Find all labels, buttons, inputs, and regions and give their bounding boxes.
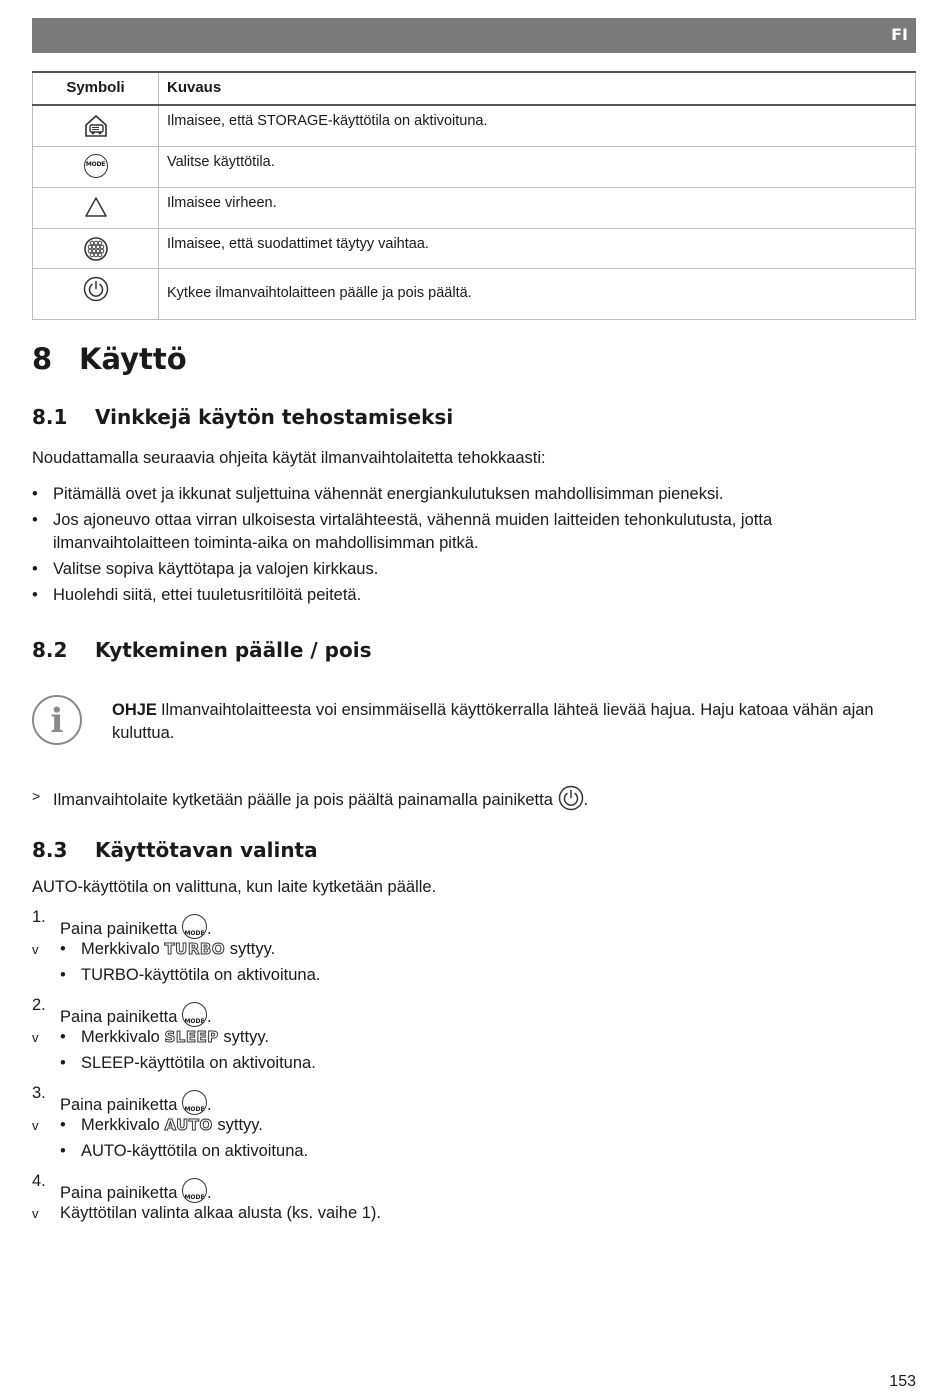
table-row xyxy=(33,105,916,146)
list-item: • Huolehdi siitä, ettei tuuletusritilöitä peitetä. xyxy=(32,584,912,607)
sleep-indicator: SLEEP xyxy=(164,1028,219,1046)
table-header-row xyxy=(33,72,916,105)
intro-paragraph: Noudattamalla seuraavia ohjeita käytät ilmanvaihtolaitetta tehokkaasti: xyxy=(32,449,546,467)
action-arrow-icon: > xyxy=(32,788,41,804)
step-result: v • Merkkivalo SLEEP syttyy. xyxy=(32,1026,269,1049)
step-2: 2.Paina painiketta MODE . xyxy=(32,996,212,1026)
section-heading: 8 Käyttö xyxy=(32,342,187,376)
result-marker: v xyxy=(32,1030,39,1045)
step-result: v • Merkkivalo AUTO syttyy. xyxy=(32,1114,263,1137)
info-icon: i xyxy=(32,695,82,745)
column-header-symbol: Symboli xyxy=(33,72,159,105)
result-marker: v xyxy=(32,1206,39,1221)
header-bar xyxy=(32,18,916,53)
step-result: • SLEEP-käyttötila on aktivoituna. xyxy=(60,1054,316,1072)
mode-icon: MODE xyxy=(182,1090,207,1115)
note-label: OHJE xyxy=(112,701,157,719)
table-row xyxy=(33,146,916,187)
column-header-description: Kuvaus xyxy=(159,72,916,105)
filter-icon xyxy=(83,236,109,262)
symbol-table xyxy=(32,71,916,320)
turbo-indicator: TURBO xyxy=(164,940,226,958)
step-result: • AUTO-käyttötila on aktivoituna. xyxy=(60,1142,309,1160)
mode-icon: MODE xyxy=(84,154,108,178)
list-item: • Valitse sopiva käyttötapa ja valojen kirkkaus. xyxy=(32,558,912,581)
row-description: Ilmaisee virheen. xyxy=(159,187,916,228)
subsection-heading-8-1: 8.1 Vinkkejä käytön tehostamiseksi xyxy=(32,405,454,429)
step-3: 3.Paina painiketta MODE . xyxy=(32,1084,212,1114)
table-row xyxy=(33,268,916,319)
row-description: Ilmaisee, että STORAGE-käyttötila on aktivoituna. xyxy=(159,105,916,146)
list-item: • Jos ajoneuvo ottaa virran ulkoisesta virtalähteestä, vähennä muiden laitteiden tehonkulutusta, jotta ilmanvaihtolaitteen toiminta-aika on mahdollisimman pitkä. xyxy=(32,509,912,555)
row-description: Valitse käyttötila. xyxy=(159,146,916,187)
subsection-heading-8-3: 8.3 Käyttötavan valinta xyxy=(32,838,318,862)
action-instruction: > Ilmanvaihtolaite kytketään päälle ja pois päältä painamalla painiketta . xyxy=(32,785,588,812)
mode-icon: MODE xyxy=(182,914,207,939)
mode-icon: MODE xyxy=(182,1178,207,1203)
table-row xyxy=(33,187,916,228)
subsection-heading-8-2: 8.2 Kytkeminen päälle / pois xyxy=(32,638,372,662)
storage-icon xyxy=(83,113,109,139)
list-item: • Pitämällä ovet ja ikkunat suljettuina vähennät energiankulutuksen mahdollisimman pieneksi. xyxy=(32,483,912,506)
tips-list xyxy=(32,483,912,610)
power-icon xyxy=(83,276,109,302)
row-description: Ilmaisee, että suodattimet täytyy vaihtaa. xyxy=(159,228,916,268)
table-row xyxy=(33,228,916,268)
step-result: v • Merkkivalo TURBO syttyy. xyxy=(32,938,275,961)
step-4: 4.Paina painiketta MODE . xyxy=(32,1172,212,1202)
language-code: FI xyxy=(891,25,908,44)
result-marker: v xyxy=(32,942,39,957)
page-number: 153 xyxy=(889,1373,916,1390)
row-description: Kytkee ilmanvaihtolaitteen päälle ja pois päältä. xyxy=(159,268,916,319)
step-result: v Käyttötilan valinta alkaa alusta (ks. vaihe 1). xyxy=(32,1202,381,1225)
result-marker: v xyxy=(32,1118,39,1133)
warning-triangle-icon xyxy=(84,195,108,219)
step-result: • TURBO-käyttötila on aktivoituna. xyxy=(60,966,321,984)
mode-icon: MODE xyxy=(182,1002,207,1027)
intro-paragraph: AUTO-käyttötila on valittuna, kun laite kytketään päälle. xyxy=(32,878,437,896)
auto-indicator: AUTO xyxy=(164,1116,213,1134)
step-1: 1.Paina painiketta MODE . xyxy=(32,908,212,938)
power-icon xyxy=(558,785,584,811)
note-text: OHJE Ilmanvaihtolaitteesta voi ensimmäisellä käyttökerralla lähteä lievää hajua. Haju katoaa vähän ajan kuluttua. xyxy=(112,701,874,742)
